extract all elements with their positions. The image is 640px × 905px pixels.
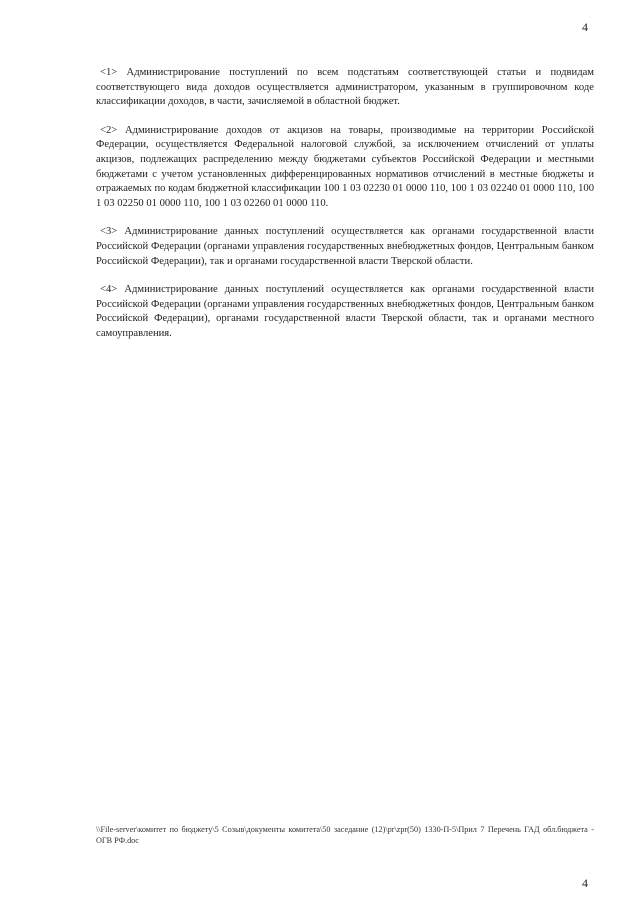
footnote-1: <1> Администрирование поступлений по всем подстатьям соответствующей статьи и подвидам соответствующего вида доходов осуществляется администратором, указанным в группировочном коде классификации доходов, в части, зачисляемой в областной бюджет. — [96, 67, 594, 108]
footnote-3: <3> Администрирование данных поступлений осуществляется как органами государственной власти Российской Федерации (органами управления государственных внебюджетных фондов, Центральным банком Российской Федерации), так и органами государственной власти Тверской области. — [96, 226, 594, 267]
footnote-4: <4> Администрирование данных поступлений осуществляется как органами государственной власти Российской Федерации (органами управления государственных внебюджетных фондов, Центральным банком Российской Федерации), органами государственной власти Тверской области, так и органами местного самоуправления. — [96, 284, 594, 339]
footnotes-section — [96, 66, 594, 356]
footnote-2: <2> Администрирование доходов от акцизов на товары, производимые на территории Российской Федерации, осуществляется Федеральной налоговой службой, за исключением отчислений от уплаты акцизов, подлежащих распределению между бюджетами субъектов Российской Федерации и местными бюджетами с учетом установленных дифференцированных нормативов отчислений в местные бюджеты и отражаемых по кодам бюджетной классификации 100 1 03 02230 01 0000 110, 100 1 03 02240 01 0000 110, 100 1 03 02250 01 0000 110, 100 1 03 02260 01 0000 110. — [96, 124, 594, 209]
file-path-footer: \\File-server\комитет по бюджету\5 Созыв\документы комитета\50 заседание (12)\pr\zpr(50) 1330-П-5\Прил 7 Перечень ГАД обл.бюджета - ОГВ РФ.doc — [96, 825, 594, 845]
page-number-bottom: 4 — [582, 876, 588, 890]
page-number-top: 4 — [582, 20, 588, 34]
